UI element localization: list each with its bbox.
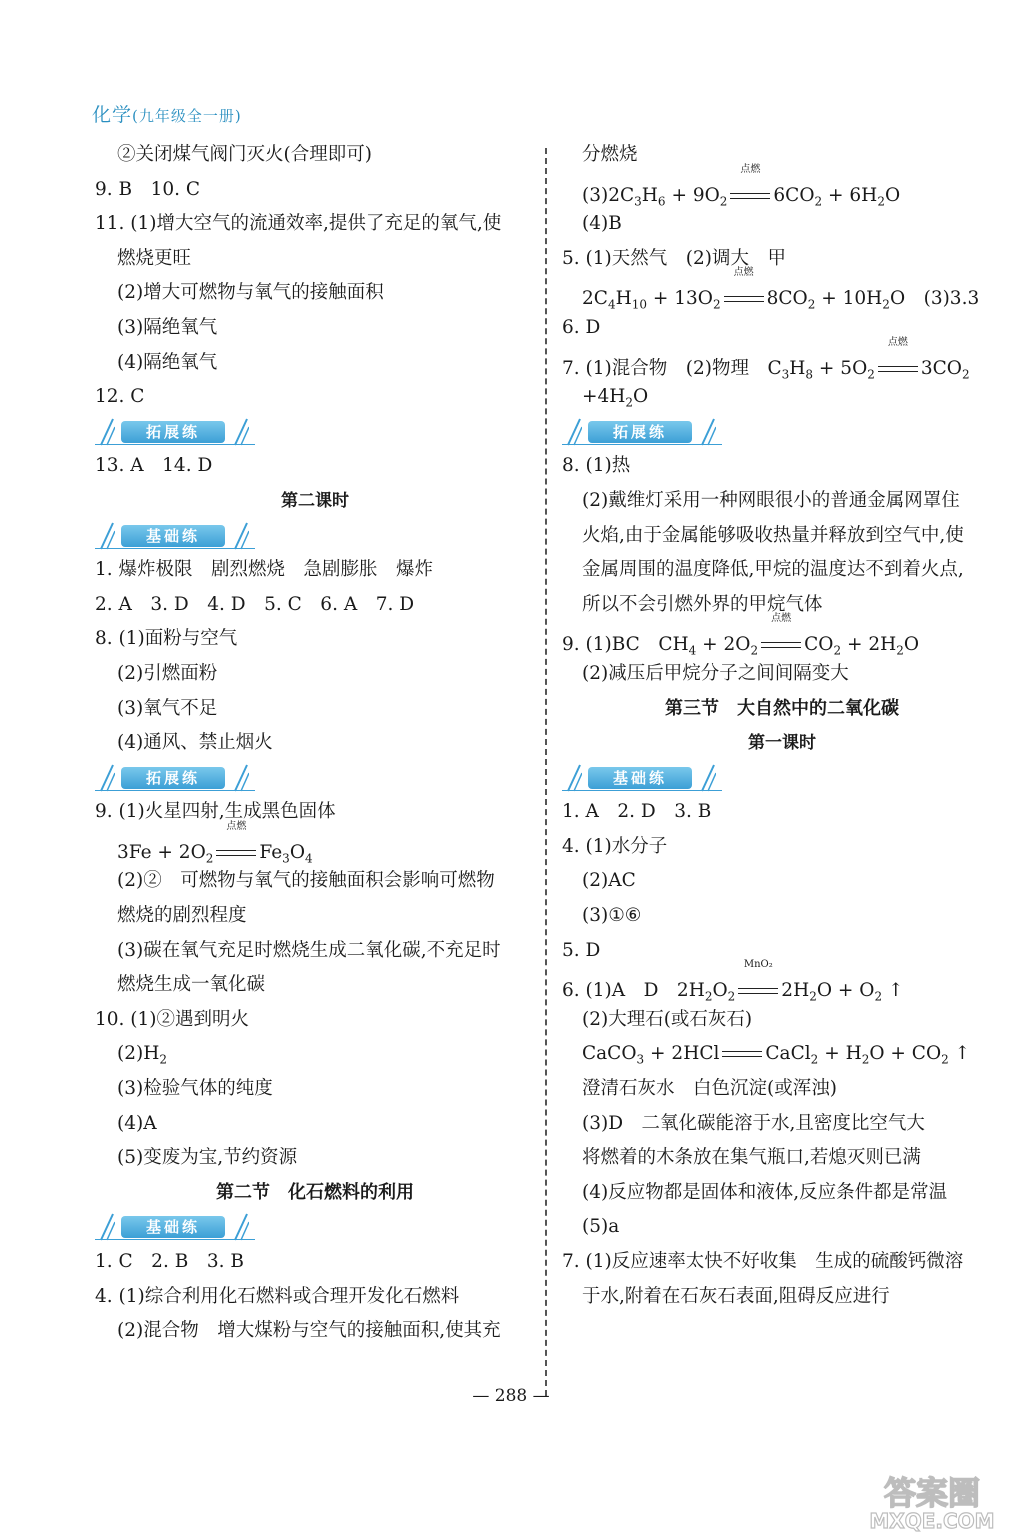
answer-line: (4)反应物都是固体和液体,反应条件都是常温: [582, 1181, 948, 1203]
watermark-text: 答案圈: [883, 1474, 981, 1512]
section-banner-extension: [95, 415, 535, 450]
chemical-equation: 9. (1)BC $CH_4 + 2O_2$ 点燃 $CO_2 + 2H_2O$: [562, 622, 1002, 657]
answer-line: (2)引燃面粉: [117, 662, 218, 684]
answer-line: 燃烧更旺: [117, 247, 192, 269]
answer-line: 燃烧的剧烈程度: [117, 905, 247, 927]
answer-line: (3)D 二氧化碳能溶于水,且密度比空气大: [582, 1112, 925, 1134]
answer-line: (3)碳在氧气充足时燃烧生成二氧化碳,不充足时: [117, 939, 501, 961]
answer-line: (3)隔绝氧气: [117, 316, 218, 338]
banner-label: 基础练: [121, 1216, 225, 1238]
lesson-heading: 第一课时: [748, 733, 816, 754]
reaction-condition: [721, 1037, 763, 1072]
chemical-equation: CaCO$_3$ + 2HCl CaCl$_2$ + $H_2O + CO_2$ ↑: [562, 1037, 1002, 1072]
answer-line: 澄清石灰水 白色沉淀(或浑浊): [582, 1078, 837, 1100]
chemical-equation: 6. (1)A D $2H_2O_2$ MnO₂ $2H_2O + O_2$ ↑: [562, 968, 1002, 1003]
answer-line: (3)检验气体的纯度: [117, 1078, 273, 1100]
answer-line: 1. C 2. B 3. B: [95, 1251, 244, 1272]
section-banner-basic: [95, 519, 535, 554]
answer-line: 1. 爆炸极限 剧烈燃烧 急剧膨胀 爆炸: [95, 559, 434, 581]
answer-line: 9. B 10. C: [95, 178, 201, 200]
banner-label: 基础练: [588, 767, 692, 789]
subject: 化学: [92, 104, 133, 126]
answer-line: (4)隔绝氧气: [117, 351, 218, 373]
answer-line: 火焰,由于金属能够吸收热量并释放到空气中,使: [582, 524, 964, 546]
answer-line: 4. (1)水分子: [562, 835, 668, 857]
answer-line: ②关闭煤气阀门灭火(合理即可): [117, 144, 372, 165]
answer-line: 金属周围的温度降低,甲烷的温度达不到着火点,: [582, 559, 964, 581]
reaction-condition: 点燃: [723, 282, 765, 317]
answer-line: (2)大理石(或石灰石): [582, 1008, 753, 1030]
chemical-equation: $(3)2C_3H_6 + 9O_2$ 点燃 $6CO_2 + 6H_2O$: [562, 173, 1002, 208]
answer-line: 6. D: [562, 316, 601, 338]
page-number: — 288 —: [472, 1386, 550, 1406]
reaction-condition: 点燃: [877, 352, 919, 387]
answer-line: (2)混合物 增大煤粉与空气的接触面积,使其充: [117, 1320, 501, 1342]
chemical-equation: 7. (1)混合物 (2)物理 $C_3H_8 + 5O_2$ 点燃 $3CO_2$: [562, 346, 1002, 381]
answer-line: (2)增大可燃物与氧气的接触面积: [117, 282, 384, 304]
banner-label: 基础练: [121, 525, 225, 547]
left-column: [95, 138, 535, 1349]
answer-line: 燃烧生成一氧化碳: [117, 974, 266, 996]
answer-line: 将燃着的木条放在集气瓶口,若熄灭则已满: [582, 1147, 921, 1169]
answer-line: $(2)H_2$: [117, 1043, 167, 1068]
answer-line: 10. (1)②遇到明火: [95, 1008, 250, 1030]
answer-line: 于水,附着在石灰石表面,阻碍反应进行: [582, 1285, 890, 1307]
section-banner-basic: [562, 761, 1002, 796]
reaction-condition: 点燃: [215, 836, 257, 871]
answer-line: (4)通风、禁止烟火: [117, 732, 273, 754]
answer-line: (5)变废为宝,节约资源: [117, 1147, 298, 1169]
answer-line: (2)② 可燃物与氧气的接触面积会影响可燃物: [117, 870, 495, 892]
answer-line: 9. (1)火星四射,生成黑色固体: [95, 801, 336, 823]
answer-line: 5. (1)天然气 (2)调大 甲: [562, 247, 786, 269]
grade: (九年级全一册): [132, 107, 242, 125]
section-banner-basic: [95, 1210, 535, 1245]
answer-line: 5. D: [562, 939, 601, 961]
chemical-equation: $3Fe + 2O_2$ 点燃 $Fe_3O_4$: [95, 830, 535, 865]
chemical-equation: $2C_4H_{10} + 13O_2$ 点燃 $8CO_2 + 10H_2O$ (3)3.3: [562, 276, 1002, 311]
column-divider: [545, 148, 547, 1396]
answer-line: 1. A 2. D 3. B: [562, 801, 712, 823]
answer-line: $+4H_2O$: [582, 386, 649, 410]
answer-line: 12. C: [95, 386, 145, 408]
section-heading: 第二节 化石燃料的利用: [216, 1181, 414, 1203]
answer-line: 7. (1)反应速率太快不好收集 生成的硫酸钙微溶: [562, 1251, 964, 1272]
right-column: [562, 138, 1002, 1314]
answer-line: 2. A 3. D 4. D 5. C 6. A 7. D: [95, 593, 415, 615]
answer-line: 13. A 14. D: [95, 455, 213, 477]
answer-line: 所以不会引燃外界的甲烷气体: [582, 593, 823, 615]
reaction-condition: MnO₂: [737, 974, 779, 1009]
answer-line: 8. (1)面粉与空气: [95, 628, 238, 650]
section-banner-extension: [95, 761, 535, 796]
answer-line: (4)B: [582, 213, 622, 235]
watermark-url: MXQE.COM: [869, 1509, 995, 1532]
banner-label: 拓展练: [121, 421, 225, 443]
answer-line: (2)减压后甲烷分子之间间隔变大: [582, 662, 849, 684]
section-banner-extension: [562, 415, 1002, 450]
answer-line: 分燃烧: [582, 144, 638, 165]
answer-line: 8. (1)热: [562, 455, 631, 477]
answer-line: (5)a: [582, 1216, 620, 1238]
answer-line: (3)氧气不足: [117, 697, 218, 719]
section-heading: 第三节 大自然中的二氧化碳: [665, 697, 899, 719]
answer-line: 11. (1)增大空气的流通效率,提供了充足的氧气,使: [95, 213, 502, 235]
answer-line: (2)AC: [582, 870, 636, 892]
reaction-condition: 点燃: [760, 628, 802, 663]
answer-line: (4)A: [117, 1112, 157, 1134]
lesson-heading: 第二课时: [281, 490, 349, 511]
watermark-logo: [852, 1470, 1012, 1532]
reaction-condition: 点燃: [729, 179, 771, 214]
running-header: [92, 100, 242, 127]
answer-line: 4. (1)综合利用化石燃料或合理开发化石燃料: [95, 1285, 460, 1307]
answer-line: (3)①⑥: [582, 905, 642, 927]
banner-label: 拓展练: [588, 421, 692, 443]
answer-line: (2)戴维灯采用一种网眼很小的普通金属网罩住: [582, 489, 960, 511]
banner-label: 拓展练: [121, 767, 225, 789]
